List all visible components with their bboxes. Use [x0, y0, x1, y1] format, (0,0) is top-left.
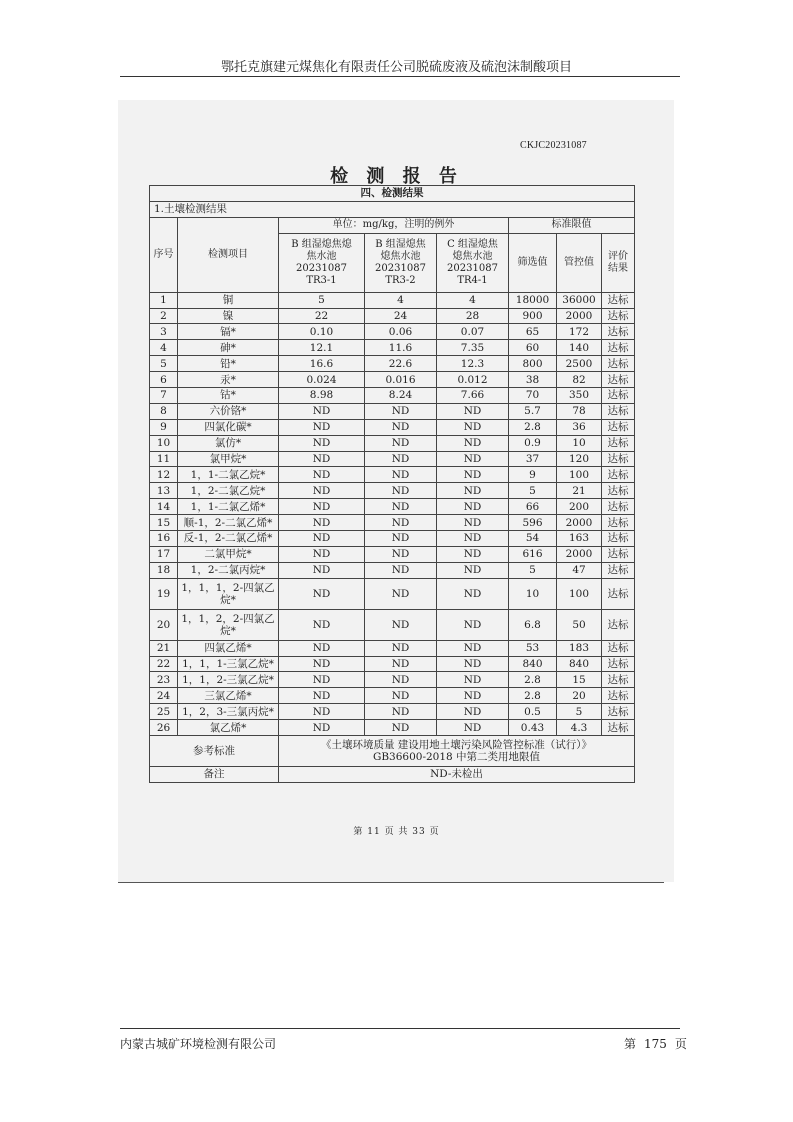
row-sample-c: ND	[437, 451, 509, 467]
col-seq-header: 序号	[150, 217, 178, 292]
text-line: TR3-1	[306, 274, 337, 286]
row-control-value: 200	[557, 499, 602, 515]
row-eval-result: 达标	[602, 308, 635, 324]
row-control-value: 120	[557, 451, 602, 467]
row-item: 1，1，2-三氯乙烷*	[178, 672, 279, 688]
col-item-header: 检测项目	[178, 217, 279, 292]
row-item: 氯仿*	[178, 435, 279, 451]
table-row	[150, 308, 635, 324]
row-eval-result: 达标	[602, 656, 635, 672]
row-eval-result: 达标	[602, 546, 635, 562]
row-eval-result: 达标	[602, 578, 635, 609]
row-sample-b2: ND	[365, 704, 437, 720]
row-sample-b2: ND	[365, 403, 437, 419]
row-sample-b2: ND	[365, 435, 437, 451]
row-control-value: 15	[557, 672, 602, 688]
row-sample-b1: ND	[279, 403, 365, 419]
remark-value: ND-未检出	[279, 767, 635, 783]
row-no: 9	[150, 419, 178, 435]
row-sample-b1: ND	[279, 451, 365, 467]
text-line: B 组湿熄焦熄	[291, 238, 352, 250]
row-sample-b1: 22	[279, 308, 365, 324]
row-sample-b1: ND	[279, 546, 365, 562]
row-screen-value: 6.8	[509, 609, 557, 640]
table-row	[150, 531, 635, 547]
row-control-value: 47	[557, 562, 602, 578]
col-screen-header: 筛选值	[509, 233, 557, 292]
row-eval-result: 达标	[602, 640, 635, 656]
row-screen-value: 65	[509, 324, 557, 340]
row-screen-value: 70	[509, 388, 557, 404]
row-control-value: 183	[557, 640, 602, 656]
row-screen-value: 2.8	[509, 688, 557, 704]
row-eval-result: 达标	[602, 419, 635, 435]
row-sample-b1: ND	[279, 578, 365, 609]
row-sample-c: ND	[437, 562, 509, 578]
unit-note: 单位：mg/kg，注明的例外	[279, 217, 509, 233]
table-row	[150, 435, 635, 451]
row-sample-c: ND	[437, 578, 509, 609]
row-screen-value: 53	[509, 640, 557, 656]
table-row	[150, 578, 635, 609]
text-line: TR3-2	[385, 274, 416, 286]
row-sample-b2: ND	[365, 483, 437, 499]
row-no: 23	[150, 672, 178, 688]
row-sample-c: ND	[437, 546, 509, 562]
row-eval-result: 达标	[602, 515, 635, 531]
row-no: 3	[150, 324, 178, 340]
row-control-value: 2000	[557, 308, 602, 324]
row-item: 二氯甲烷*	[178, 546, 279, 562]
row-screen-value: 840	[509, 656, 557, 672]
section-title: 四、检测结果	[150, 186, 635, 202]
row-screen-value: 2.8	[509, 672, 557, 688]
row-sample-b2: ND	[365, 419, 437, 435]
row-sample-b1: ND	[279, 656, 365, 672]
table-row	[150, 515, 635, 531]
row-item: 铅*	[178, 356, 279, 372]
row-eval-result: 达标	[602, 720, 635, 736]
table-row	[150, 483, 635, 499]
row-screen-value: 800	[509, 356, 557, 372]
row-sample-c: ND	[437, 704, 509, 720]
row-screen-value: 616	[509, 546, 557, 562]
row-control-value: 36000	[557, 292, 602, 308]
row-item: 1，2-二氯丙烷*	[178, 562, 279, 578]
row-item: 钴*	[178, 388, 279, 404]
row-eval-result: 达标	[602, 483, 635, 499]
row-sample-c: 0.07	[437, 324, 509, 340]
row-sample-b2: 8.24	[365, 388, 437, 404]
text-line: 20231087	[296, 262, 347, 274]
row-item: 六价铬*	[178, 403, 279, 419]
row-control-value: 100	[557, 467, 602, 483]
row-no: 16	[150, 531, 178, 547]
row-eval-result: 达标	[602, 562, 635, 578]
row-sample-c: 28	[437, 308, 509, 324]
row-no: 4	[150, 340, 178, 356]
row-sample-b1: ND	[279, 640, 365, 656]
row-sample-b1: ND	[279, 672, 365, 688]
row-item: 氯乙烯*	[178, 720, 279, 736]
row-no: 18	[150, 562, 178, 578]
row-sample-c: 4	[437, 292, 509, 308]
text-line: B 组湿熄焦	[375, 238, 426, 250]
row-no: 8	[150, 403, 178, 419]
text-line: 熄焦水池	[452, 250, 493, 262]
row-item: 1，1，2，2-四氯乙烷*	[178, 609, 279, 640]
row-sample-c: ND	[437, 688, 509, 704]
row-item: 汞*	[178, 372, 279, 388]
row-no: 15	[150, 515, 178, 531]
row-no: 12	[150, 467, 178, 483]
row-eval-result: 达标	[602, 531, 635, 547]
table-row	[150, 672, 635, 688]
text-line: TR4-1	[457, 274, 488, 286]
row-sample-b2: ND	[365, 656, 437, 672]
row-item: 1，1，1-三氯乙烷*	[178, 656, 279, 672]
row-sample-b1: 16.6	[279, 356, 365, 372]
row-no: 26	[150, 720, 178, 736]
row-control-value: 82	[557, 372, 602, 388]
table-row	[150, 609, 635, 640]
text-line: 20231087	[375, 262, 426, 274]
row-sample-c: ND	[437, 640, 509, 656]
text-line: 结果	[608, 262, 628, 274]
row-eval-result: 达标	[602, 688, 635, 704]
text-line: 《土壤环境质量 建设用地土壤污染风险管控标准（试行）》	[320, 739, 593, 752]
row-sample-b2: ND	[365, 609, 437, 640]
footer-page-number	[620, 1035, 691, 1052]
row-eval-result: 达标	[602, 451, 635, 467]
row-screen-value: 9	[509, 467, 557, 483]
row-sample-b1: 0.10	[279, 324, 365, 340]
row-item: 1，2，3-三氯丙烷*	[178, 704, 279, 720]
row-sample-b2: ND	[365, 467, 437, 483]
table-row	[150, 546, 635, 562]
row-item: 反-1，2-二氯乙烯*	[178, 531, 279, 547]
header-divider	[120, 76, 680, 77]
row-item: 铜	[178, 292, 279, 308]
row-sample-c: ND	[437, 656, 509, 672]
footer-page-suffix: 页	[674, 1037, 687, 1051]
row-item: 镉*	[178, 324, 279, 340]
col-sample-b1-header	[279, 233, 365, 292]
row-eval-result: 达标	[602, 467, 635, 483]
row-sample-b2: ND	[365, 451, 437, 467]
row-sample-b2: ND	[365, 688, 437, 704]
row-control-value: 2500	[557, 356, 602, 372]
row-sample-b2: 4	[365, 292, 437, 308]
col-eval-header	[602, 233, 635, 292]
table-row	[150, 562, 635, 578]
row-screen-value: 0.5	[509, 704, 557, 720]
row-screen-value: 5.7	[509, 403, 557, 419]
row-sample-b2: 0.06	[365, 324, 437, 340]
row-eval-result: 达标	[602, 672, 635, 688]
row-control-value: 163	[557, 531, 602, 547]
row-item: 1，1，1，2-四氯乙烷*	[178, 578, 279, 609]
text-line: 焦水池	[306, 250, 337, 262]
row-screen-value: 5	[509, 562, 557, 578]
row-sample-c: 0.012	[437, 372, 509, 388]
row-sample-b1: ND	[279, 720, 365, 736]
row-sample-b1: ND	[279, 688, 365, 704]
row-eval-result: 达标	[602, 704, 635, 720]
page-header-title: 鄂托克旗建元煤焦化有限责任公司脱硫废液及硫泡沫制酸项目	[220, 60, 572, 75]
row-control-value: 140	[557, 340, 602, 356]
row-no: 10	[150, 435, 178, 451]
row-sample-b1: ND	[279, 609, 365, 640]
row-eval-result: 达标	[602, 609, 635, 640]
row-sample-b2: 22.6	[365, 356, 437, 372]
row-sample-b1: ND	[279, 435, 365, 451]
table-row	[150, 499, 635, 515]
row-sample-b2: 11.6	[365, 340, 437, 356]
row-no: 19	[150, 578, 178, 609]
row-control-value: 172	[557, 324, 602, 340]
row-sample-b1: 8.98	[279, 388, 365, 404]
reference-standard	[279, 736, 635, 767]
row-control-value: 50	[557, 609, 602, 640]
table-row	[150, 419, 635, 435]
row-sample-b1: ND	[279, 419, 365, 435]
row-item: 1，1-二氯乙烯*	[178, 499, 279, 515]
row-sample-c: ND	[437, 531, 509, 547]
table-row	[150, 356, 635, 372]
standard-header: 标准限值	[509, 217, 635, 233]
row-item: 1，2-二氯乙烷*	[178, 483, 279, 499]
row-control-value: 2000	[557, 546, 602, 562]
row-eval-result: 达标	[602, 372, 635, 388]
footer-divider	[120, 1028, 680, 1029]
row-sample-b2: ND	[365, 546, 437, 562]
row-sample-c: ND	[437, 467, 509, 483]
row-sample-b1: 5	[279, 292, 365, 308]
inner-page-number: 第 11 页 共 33 页	[353, 827, 440, 837]
row-no: 6	[150, 372, 178, 388]
report-title: 检 测 报 告	[330, 166, 463, 187]
row-control-value: 36	[557, 419, 602, 435]
table-row	[150, 656, 635, 672]
row-screen-value: 0.9	[509, 435, 557, 451]
footer-company: 内蒙古城矿环境检测有限公司	[120, 1037, 277, 1051]
table-row	[150, 292, 635, 308]
text-line: GB36600-2018 中第二类用地限值	[372, 751, 541, 764]
row-eval-result: 达标	[602, 292, 635, 308]
reference-label: 参考标准	[150, 736, 279, 767]
row-eval-result: 达标	[602, 499, 635, 515]
row-sample-b2: ND	[365, 578, 437, 609]
row-sample-b2: ND	[365, 499, 437, 515]
text-line: 20231087	[447, 262, 498, 274]
table-row	[150, 403, 635, 419]
row-sample-b2: ND	[365, 531, 437, 547]
table-row	[150, 688, 635, 704]
row-item: 四氯乙烯*	[178, 640, 279, 656]
scan-bottom-line	[118, 882, 664, 883]
row-sample-b1: ND	[279, 704, 365, 720]
subsection-title: 1.土壤检测结果	[150, 201, 635, 217]
row-control-value: 78	[557, 403, 602, 419]
row-sample-c: 7.66	[437, 388, 509, 404]
row-control-value: 2000	[557, 515, 602, 531]
text-line: 评价	[608, 250, 628, 262]
row-item: 砷*	[178, 340, 279, 356]
table-row	[150, 372, 635, 388]
row-screen-value: 0.43	[509, 720, 557, 736]
row-item: 三氯乙烯*	[178, 688, 279, 704]
row-sample-b1: ND	[279, 499, 365, 515]
row-no: 20	[150, 609, 178, 640]
row-eval-result: 达标	[602, 435, 635, 451]
row-sample-b2: 0.016	[365, 372, 437, 388]
row-eval-result: 达标	[602, 356, 635, 372]
row-sample-c: ND	[437, 483, 509, 499]
row-screen-value: 38	[509, 372, 557, 388]
row-control-value: 4.3	[557, 720, 602, 736]
col-sample-c-header	[437, 233, 509, 292]
row-screen-value: 66	[509, 499, 557, 515]
row-sample-b1: ND	[279, 562, 365, 578]
row-no: 24	[150, 688, 178, 704]
row-control-value: 10	[557, 435, 602, 451]
row-screen-value: 900	[509, 308, 557, 324]
table-row	[150, 467, 635, 483]
row-control-value: 21	[557, 483, 602, 499]
row-sample-b2: ND	[365, 640, 437, 656]
row-no: 1	[150, 292, 178, 308]
col-sample-b2-header	[365, 233, 437, 292]
table-row	[150, 340, 635, 356]
row-screen-value: 2.8	[509, 419, 557, 435]
text-line: C 组湿熄焦	[447, 238, 498, 250]
table-row	[150, 451, 635, 467]
row-sample-c: ND	[437, 419, 509, 435]
row-sample-c: ND	[437, 672, 509, 688]
row-sample-b1: ND	[279, 483, 365, 499]
row-sample-b2: ND	[365, 515, 437, 531]
row-item: 顺-1，2-二氯乙烯*	[178, 515, 279, 531]
row-sample-c: ND	[437, 720, 509, 736]
row-screen-value: 596	[509, 515, 557, 531]
text-line: 熄焦水池	[380, 250, 421, 262]
row-control-value: 5	[557, 704, 602, 720]
soil-results-table	[149, 185, 635, 783]
row-item: 氯甲烷*	[178, 451, 279, 467]
row-no: 5	[150, 356, 178, 372]
row-item: 1，1-二氯乙烷*	[178, 467, 279, 483]
row-eval-result: 达标	[602, 388, 635, 404]
row-sample-c: ND	[437, 609, 509, 640]
row-no: 11	[150, 451, 178, 467]
row-screen-value: 5	[509, 483, 557, 499]
table-row	[150, 704, 635, 720]
row-sample-b1: ND	[279, 531, 365, 547]
row-sample-c: ND	[437, 515, 509, 531]
row-item: 四氯化碳*	[178, 419, 279, 435]
report-code: CKJC20231087	[520, 140, 587, 151]
row-sample-b1: ND	[279, 515, 365, 531]
row-sample-b2: ND	[365, 672, 437, 688]
row-screen-value: 10	[509, 578, 557, 609]
row-eval-result: 达标	[602, 340, 635, 356]
row-no: 14	[150, 499, 178, 515]
row-sample-b2: ND	[365, 562, 437, 578]
table-row	[150, 640, 635, 656]
row-no: 17	[150, 546, 178, 562]
row-no: 13	[150, 483, 178, 499]
row-sample-c: ND	[437, 435, 509, 451]
table-row	[150, 720, 635, 736]
row-sample-b2: ND	[365, 720, 437, 736]
row-screen-value: 37	[509, 451, 557, 467]
row-control-value: 100	[557, 578, 602, 609]
row-no: 7	[150, 388, 178, 404]
row-item: 镍	[178, 308, 279, 324]
table-row	[150, 324, 635, 340]
row-sample-b1: 0.024	[279, 372, 365, 388]
row-sample-b1: ND	[279, 467, 365, 483]
row-sample-c: 12.3	[437, 356, 509, 372]
footer-page-num: 175	[644, 1037, 667, 1051]
row-eval-result: 达标	[602, 403, 635, 419]
table-row	[150, 388, 635, 404]
row-no: 2	[150, 308, 178, 324]
row-sample-c: ND	[437, 499, 509, 515]
row-sample-b2: 24	[365, 308, 437, 324]
row-screen-value: 54	[509, 531, 557, 547]
row-no: 22	[150, 656, 178, 672]
row-screen-value: 18000	[509, 292, 557, 308]
row-sample-c: ND	[437, 403, 509, 419]
remark-label: 备注	[150, 767, 279, 783]
footer-page-label: 第	[624, 1037, 637, 1051]
row-eval-result: 达标	[602, 324, 635, 340]
col-control-header: 管控值	[557, 233, 602, 292]
row-control-value: 350	[557, 388, 602, 404]
row-sample-c: 7.35	[437, 340, 509, 356]
row-no: 25	[150, 704, 178, 720]
row-control-value: 20	[557, 688, 602, 704]
row-control-value: 840	[557, 656, 602, 672]
row-sample-b1: 12.1	[279, 340, 365, 356]
row-no: 21	[150, 640, 178, 656]
row-screen-value: 60	[509, 340, 557, 356]
